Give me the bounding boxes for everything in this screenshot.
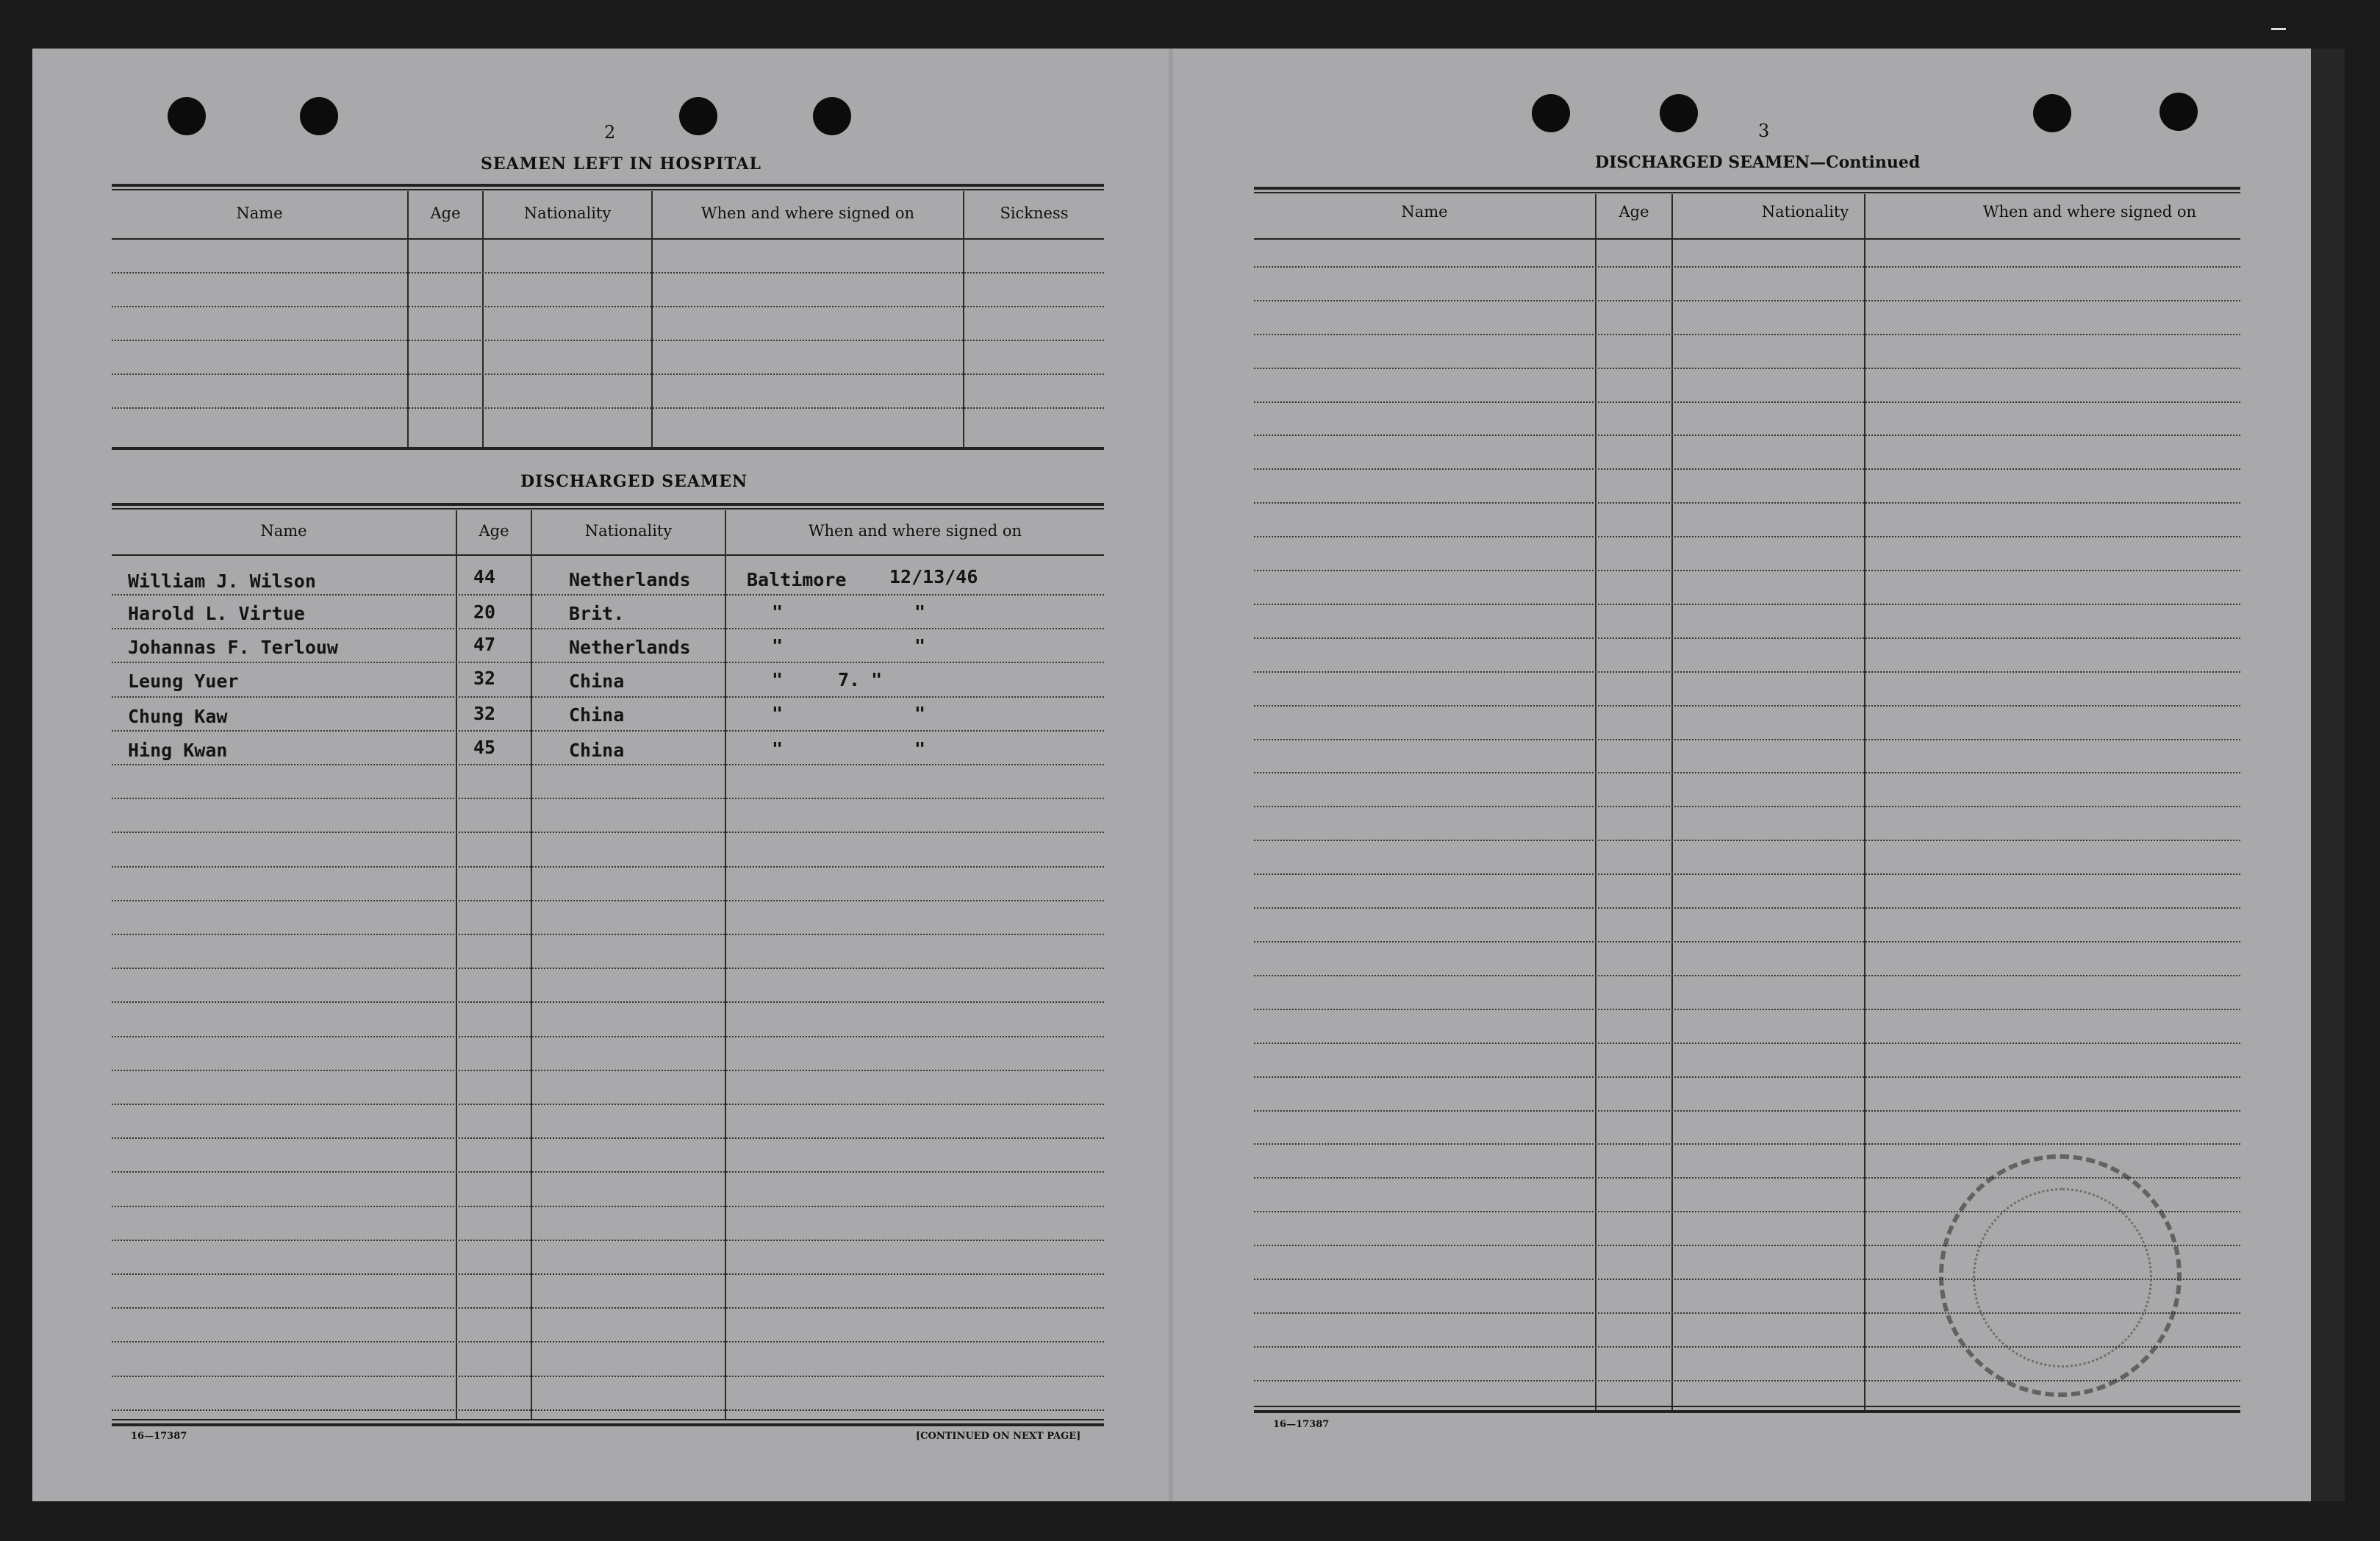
header-rule	[112, 554, 1104, 556]
row-rule	[1254, 435, 2240, 436]
seaman-nationality: China	[569, 704, 625, 726]
signed-on-date: "	[914, 738, 926, 759]
column-divider	[1864, 194, 1865, 1410]
header-rule	[1254, 238, 2240, 240]
row-rule	[112, 628, 1104, 629]
table-bottom-rule	[1254, 1406, 2240, 1407]
table-top-rule	[1254, 192, 2240, 193]
row-rule	[112, 594, 1104, 596]
signed-on-place: "	[772, 703, 784, 724]
punch-hole	[2033, 94, 2071, 132]
signed-on-place: "	[772, 635, 784, 657]
row-rule	[1254, 1110, 2240, 1112]
row-rule	[1254, 772, 2240, 773]
row-rule	[112, 1273, 1104, 1275]
inspection-stamp	[1939, 1154, 2182, 1397]
seaman-name: Hing Kwan	[128, 740, 228, 761]
row-rule	[1254, 637, 2240, 639]
discharged-continued-title	[1595, 153, 1920, 172]
row-rule	[112, 730, 1104, 732]
row-rule	[112, 1341, 1104, 1342]
column-header-nationality: Nationality	[523, 204, 612, 222]
scan-edge	[2311, 49, 2345, 1501]
row-rule	[112, 1307, 1104, 1309]
form-number: 16—17387	[131, 1431, 187, 1442]
seaman-nationality: China	[569, 740, 625, 761]
table-bottom-rule	[1254, 1410, 2240, 1413]
page-fold	[1169, 49, 1173, 1501]
row-rule	[1254, 570, 2240, 571]
row-rule	[1254, 806, 2240, 807]
row-rule	[112, 900, 1104, 901]
row-rule	[1254, 975, 2240, 976]
title-continued: —Continued	[1810, 153, 1921, 172]
row-rule	[1254, 536, 2240, 537]
table-top-rule	[112, 508, 1104, 510]
seaman-age: 32	[473, 703, 496, 724]
row-rule	[1254, 1076, 2240, 1078]
row-rule	[1254, 739, 2240, 740]
signed-on-date: "	[914, 635, 926, 657]
row-rule	[112, 662, 1104, 663]
title-main: DISCHARGED SEAMEN	[1595, 153, 1810, 172]
punch-hole	[300, 97, 338, 135]
row-rule	[1254, 604, 2240, 605]
table-top-rule	[112, 184, 1104, 187]
punch-hole	[1532, 94, 1570, 132]
row-rule	[1254, 873, 2240, 875]
row-rule	[1254, 840, 2240, 841]
row-rule	[1254, 468, 2240, 470]
row-rule	[112, 798, 1104, 799]
column-header-age: Age	[478, 522, 509, 540]
column-divider	[531, 510, 532, 1420]
page-number: 3	[1758, 121, 1770, 141]
column-divider	[1595, 194, 1596, 1410]
signed-on-date: "	[914, 703, 926, 724]
row-rule	[112, 1206, 1104, 1207]
table-bottom-rule	[112, 1419, 1104, 1420]
row-rule	[1254, 1043, 2240, 1044]
table-top-rule	[112, 189, 1104, 190]
column-header-signed-on: When and where signed on	[700, 204, 915, 222]
row-rule	[1254, 1009, 2240, 1010]
seaman-age: 45	[473, 737, 496, 758]
row-rule	[112, 934, 1104, 935]
column-header-sickness: Sickness	[1000, 204, 1069, 222]
row-rule	[112, 1001, 1104, 1003]
table-top-rule	[112, 503, 1104, 506]
row-rule	[1254, 401, 2240, 403]
column-divider	[725, 510, 726, 1420]
row-rule	[1254, 907, 2240, 909]
column-header-name: Name	[236, 204, 283, 222]
row-rule	[112, 340, 1104, 341]
seaman-nationality: Brit.	[569, 603, 625, 624]
row-rule	[112, 1171, 1104, 1173]
signed-on-place: "	[772, 738, 784, 759]
row-rule	[112, 1376, 1104, 1377]
row-rule	[112, 866, 1104, 868]
signed-on-place: "	[772, 669, 784, 690]
seaman-nationality: Netherlands	[569, 569, 691, 590]
row-rule	[112, 407, 1104, 409]
column-header-nationality: Nationality	[1761, 203, 1849, 221]
punch-hole	[1660, 94, 1698, 132]
seaman-age: 20	[473, 601, 496, 623]
row-rule	[112, 832, 1104, 833]
seaman-nationality: Netherlands	[569, 637, 691, 658]
column-header-signed-on: When and where signed on	[1982, 203, 2197, 221]
row-rule	[112, 1104, 1104, 1105]
row-rule	[1254, 941, 2240, 943]
seaman-name: Johannas F. Terlouw	[128, 637, 338, 658]
punch-hole	[168, 97, 206, 135]
signed-on-place: "	[772, 601, 784, 623]
column-divider	[963, 191, 964, 448]
row-rule	[1254, 671, 2240, 673]
seaman-age: 44	[473, 566, 496, 587]
signed-on-place: Baltimore	[747, 569, 847, 590]
row-rule	[1254, 300, 2240, 301]
column-divider	[1671, 194, 1673, 1410]
column-header-name: Name	[1401, 203, 1448, 221]
discharged-section-title: DISCHARGED SEAMEN	[520, 472, 748, 491]
table-top-rule	[1254, 187, 2240, 190]
column-divider	[456, 510, 457, 1420]
column-header-name: Name	[260, 522, 307, 540]
punch-hole	[813, 97, 851, 135]
page-number: 2	[604, 122, 616, 143]
column-header-age: Age	[1619, 203, 1649, 221]
row-rule	[112, 1036, 1104, 1037]
seaman-age: 47	[473, 634, 496, 655]
row-rule	[112, 1409, 1104, 1411]
signed-on-date: 12/13/46	[889, 566, 978, 587]
form-number: 16—17387	[1273, 1419, 1330, 1430]
row-rule	[112, 696, 1104, 698]
seaman-age: 32	[473, 668, 496, 689]
punch-hole	[679, 97, 717, 135]
row-rule	[112, 306, 1104, 307]
column-divider	[407, 191, 409, 448]
row-rule	[112, 373, 1104, 375]
row-rule	[1254, 705, 2240, 707]
column-header-nationality: Nationality	[584, 522, 673, 540]
punch-hole	[2159, 93, 2198, 131]
continued-note: [CONTINUED ON NEXT PAGE]	[916, 1431, 1081, 1442]
row-rule	[1254, 1143, 2240, 1145]
seaman-name: Harold L. Virtue	[128, 603, 305, 624]
seaman-nationality: China	[569, 671, 625, 692]
column-divider	[651, 191, 653, 448]
stamp-inner-ring	[1973, 1188, 2152, 1367]
header-rule	[112, 238, 1104, 240]
signed-on-date: "	[914, 601, 926, 623]
scan-mark	[2271, 28, 2286, 30]
row-rule	[1254, 368, 2240, 369]
table-bottom-rule	[112, 447, 1104, 450]
seaman-name: William J. Wilson	[128, 571, 316, 592]
column-header-signed-on: When and where signed on	[808, 522, 1022, 540]
row-rule	[112, 272, 1104, 273]
table-bottom-rule	[112, 1423, 1104, 1426]
hospital-section-title: SEAMEN LEFT IN HOSPITAL	[481, 154, 761, 174]
signed-on-date: 7. "	[838, 669, 883, 690]
column-divider	[482, 191, 484, 448]
row-rule	[112, 1240, 1104, 1241]
row-rule	[1254, 266, 2240, 268]
row-rule	[112, 1070, 1104, 1071]
row-rule	[112, 968, 1104, 969]
seaman-name: Leung Yuer	[128, 671, 239, 692]
row-rule	[112, 764, 1104, 765]
row-rule	[112, 1137, 1104, 1139]
row-rule	[1254, 334, 2240, 335]
row-rule	[1254, 502, 2240, 504]
seaman-name: Chung Kaw	[128, 706, 228, 727]
column-header-age: Age	[430, 204, 461, 222]
